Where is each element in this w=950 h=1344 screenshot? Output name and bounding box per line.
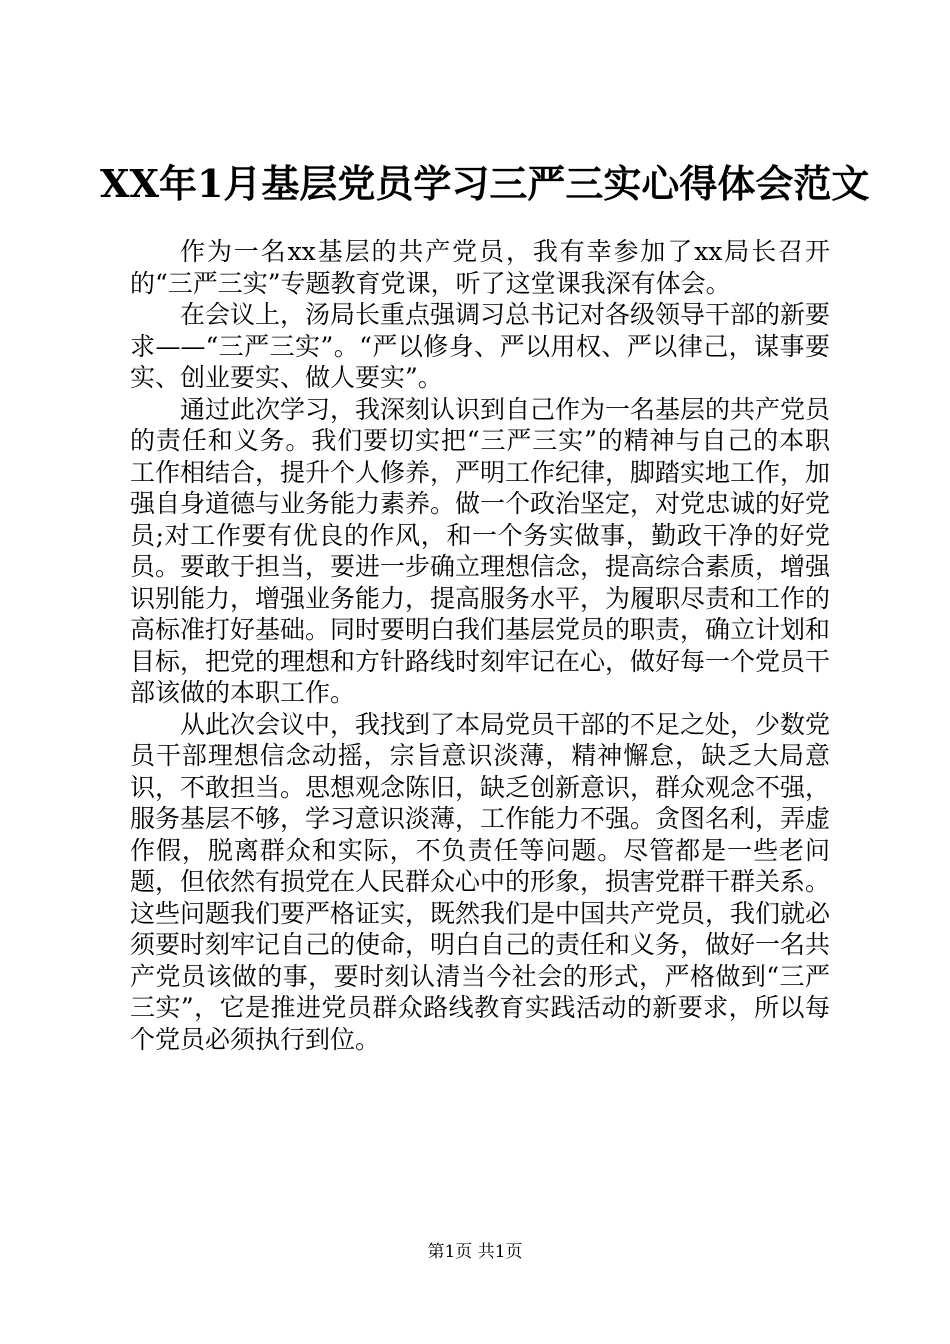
document-body [130, 236, 830, 1055]
paragraph-2: 在会议上，汤局长重点强调习总书记对各级领导干部的新要求——“三严三实”。“严以修身、严以用权、严以律己，谋事要实、创业要实、做人要实”。 [130, 300, 831, 392]
paragraph-4: 从此次会议中，我找到了本局党员干部的不足之处，少数党员干部理想信念动摇，宗旨意识淡薄，精神懈怠，缺乏大局意识，不敢担当。思想观念陈旧，缺乏创新意识，群众观念不强，服务基层不够，学习意识淡薄，工作能力不强。贪图名利，弄虚作假，脱离群众和实际，不负责任等问题。尽管都是一些老问题，但依然有损党在人民群众心中的形象，损害党群干群关系。这些问题我们要严格证实，既然我们是中国共产党员，我们就必须要时刻牢记自己的使命，明白自己的责任和义务，做好一名共产党员该做的事，要时刻认清当今社会的形式，严格做到“三严三实”，它是推进党员群众路线教育实践活动的新要求，所以每个党员必须执行到位。 [130, 709, 831, 1054]
document-title: XX年1月基层党员学习三严三实心得体会范文 [100, 161, 870, 206]
paragraph-1: 作为一名xx基层的共产党员，我有幸参加了xx局长召开的“三严三实”专题教育党课，听了这堂课我深有体会。 [130, 237, 830, 298]
page-footer: 第1页 共1页 [427, 1242, 523, 1262]
paragraph-3: 通过此次学习，我深刻认识到自己作为一名基层的共产党员的责任和义务。我们要切实把“三严三实”的精神与自己的本职工作相结合，提升个人修养，严明工作纪律，脚踏实地工作，加强自身道德与业务能力素养。做一个政治坚定，对党忠诚的好党员;对工作要有优良的作风，和一个务实做事，勤政干净的好党员。要敢于担当，要进一步确立理想信念，提高综合素质，增强识别能力，增强业务能力，提高服务水平，为履职尽责和工作的高标准打好基础。同时要明白我们基层党员的职责，确立计划和目标，把党的理想和方针路线时刻牢记在心，做好每一个党员干部该做的本职工作。 [130, 394, 831, 707]
